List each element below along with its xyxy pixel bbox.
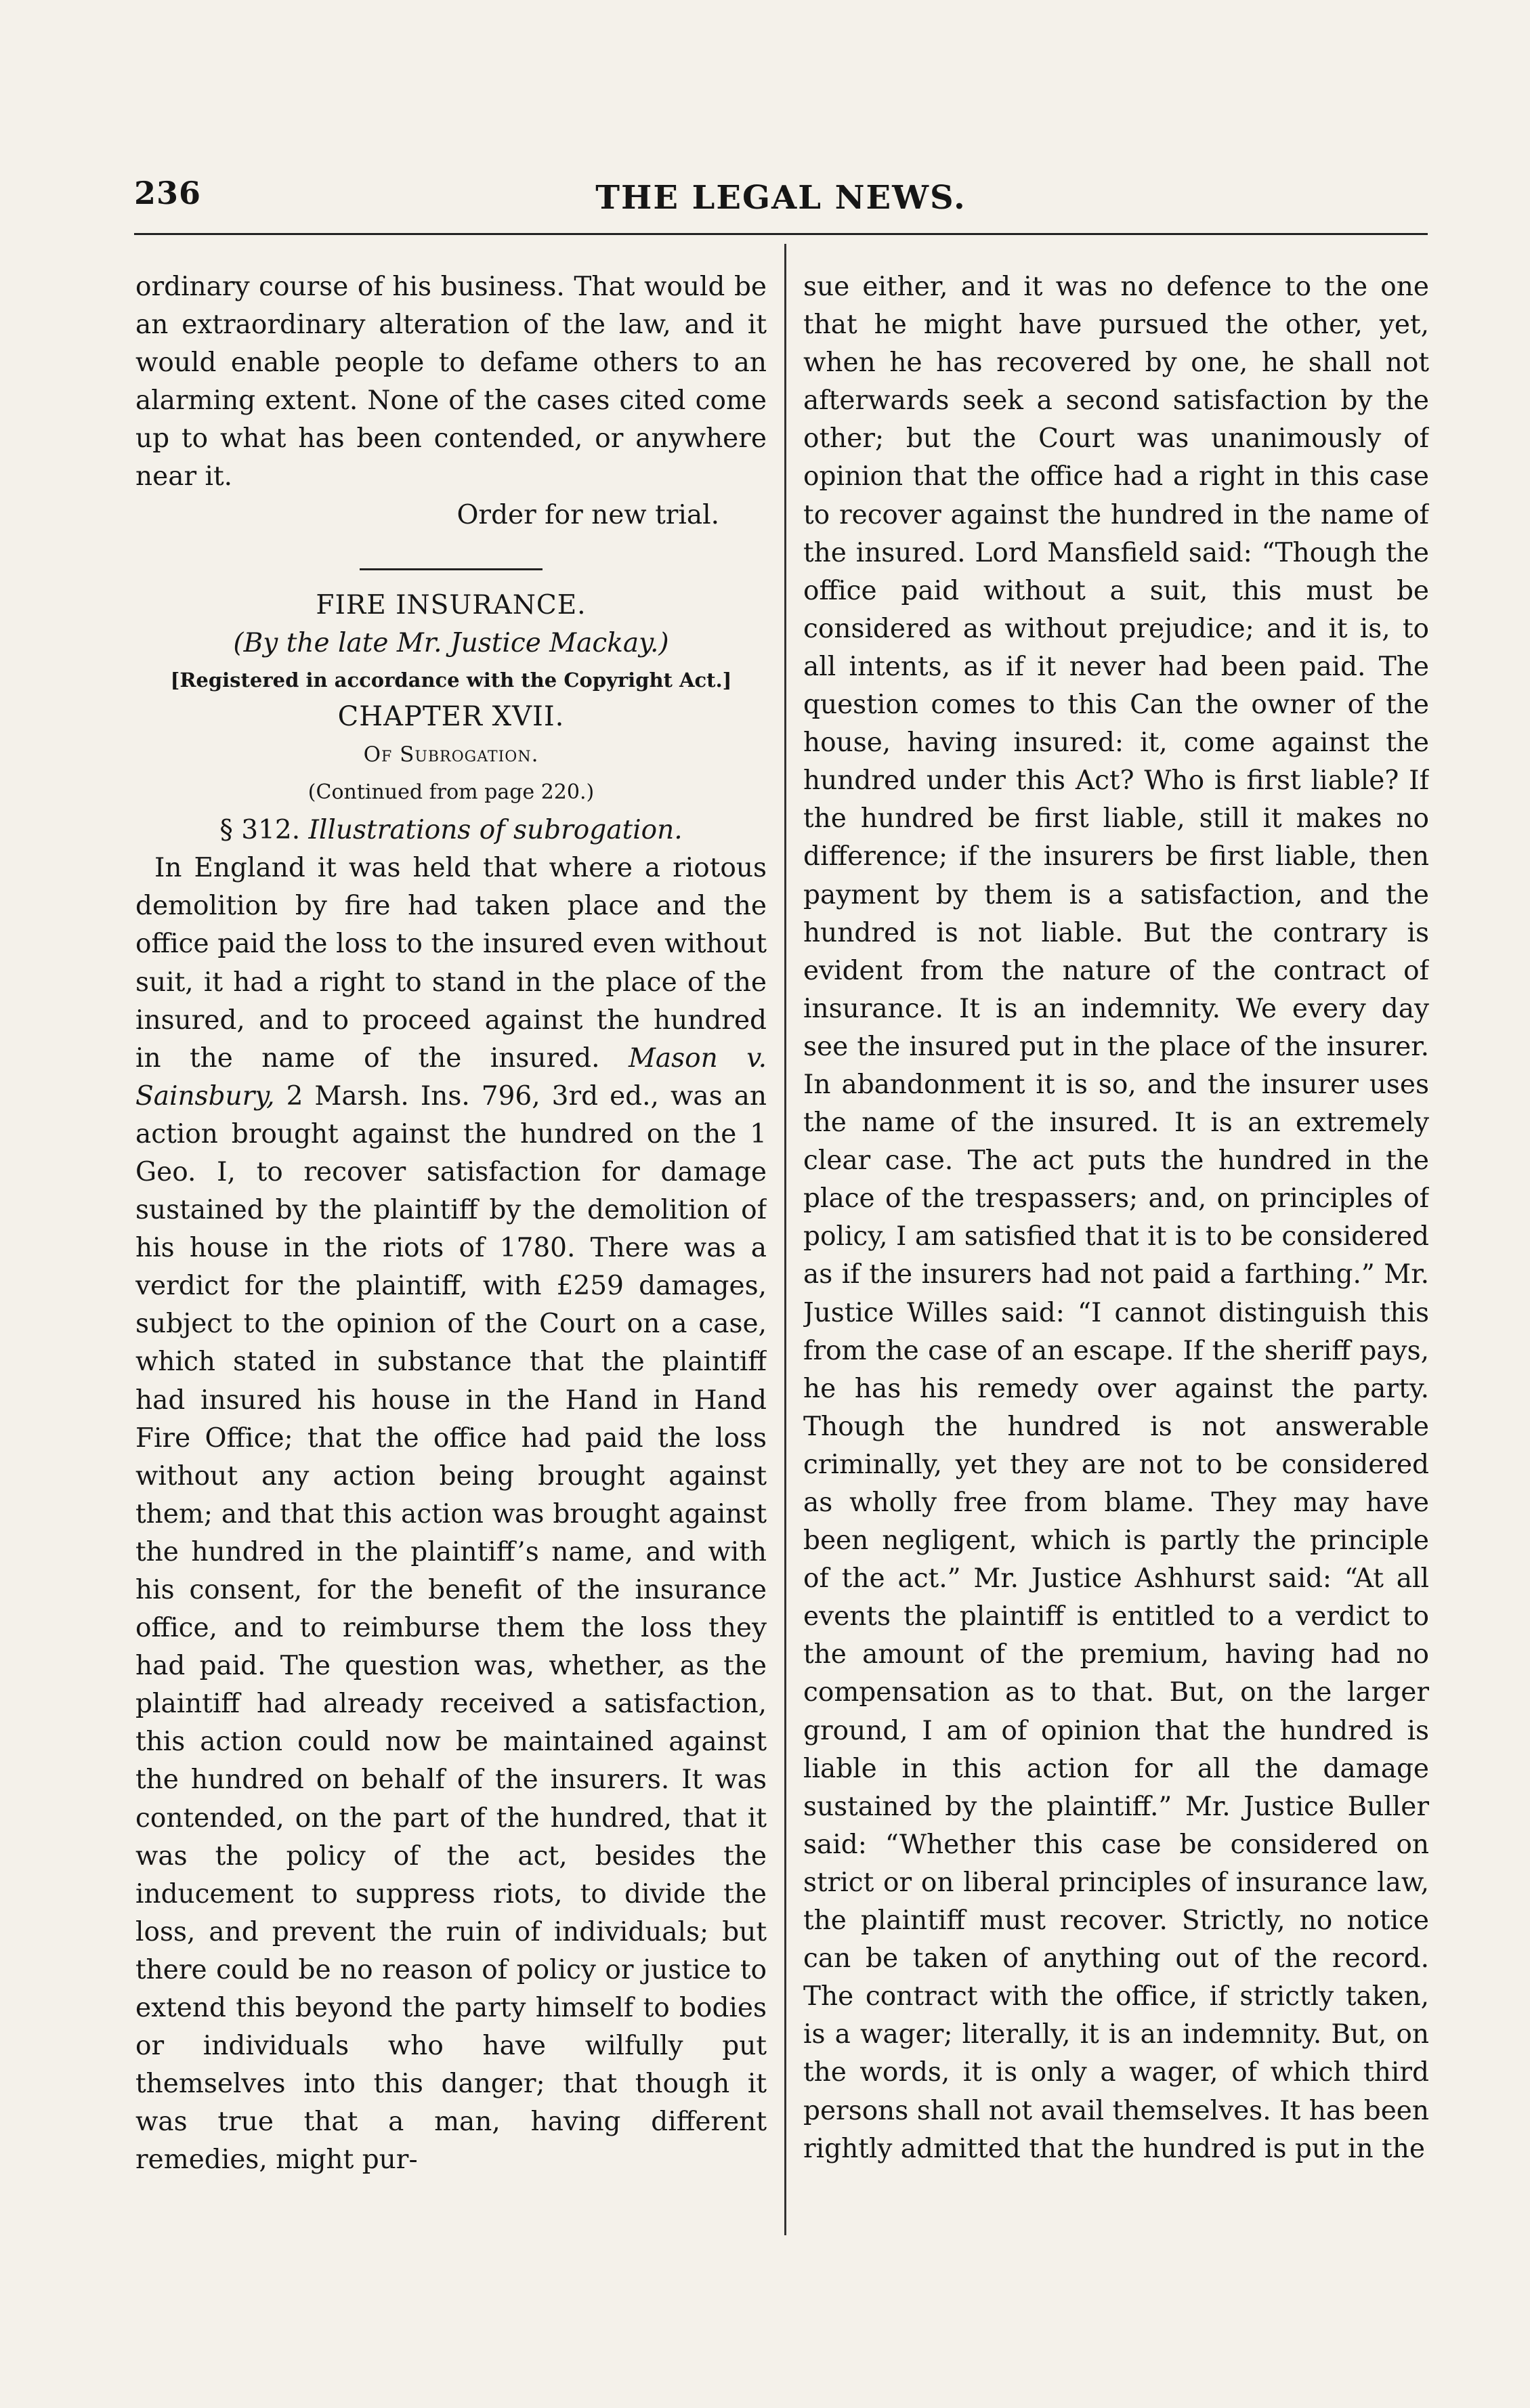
page-header — [134, 171, 1428, 225]
column-divider — [784, 244, 786, 2235]
copyright-notice: [Registered in accordance with the Copyright Act.] — [170, 668, 732, 692]
header-rule — [134, 233, 1428, 235]
right-column-text: sue either, and it was no defence to the one that he might have pursued the other, yet, when he has recovered by one, he shall not afterwards seek a second satisfaction by the other; but the Court was unanimously of opinion that the office had a right in this case to recover against the hundred in the name of the insured. Lord Mansfield said: “Though the office paid without a suit, this must be considered as without prejudice; and it is, to all intents, as if it never had been paid. The question comes to this Can the owner of the house, having insured: it, come against the hundred under this Act? Who is first liable? If the hundred be first liable, still it makes no difference; if the insurers be first liable, then payment by them is a satisfaction, and the hundred is not liable. But the contrary is evident from the nature of the contract of insurance. It is an indemnity. We every day see the insured put in the place of the insurer. In abandonment it is so, and the insurer uses the name of the insured. It is an extremely clear case. The act puts the hundred in the place of the trespassers; and, on principles of policy, I am satisfied that it is to be considered as if the insurers had not paid a farthing.” Mr. Justice Willes said: “I cannot distinguish this from the case of an escape. If the sheriff pays, he has his remedy over against the party. Though the hundred is not answerable criminally, yet they are not to be considered as wholly free from blame. They may have been negligent, which is partly the principle of the act.” Mr. Justice Ashhurst said: “At all events the plaintiff is entitled to a verdict to the amount of the premium, having had no compensation as to that. But, on the larger ground, I am of opinion that the hundred is liable in this action for all the damage sustained by the plaintiff.” Mr. Justice Buller said: “Whether this case be considered on strict or on liberal principles of insurance law, the plaintiff must recover. Strictly, no notice can be taken of anything out of the record. The contract with the office, if strictly taken, is a wager; literally, it is an indemnity. But, on the words, it is only a wager, of which third persons shall not avail themselves. It has been rightly admitted that the hundred is put in the — [803, 272, 1429, 2164]
page-number: 236 — [134, 175, 202, 211]
right-column — [803, 268, 1429, 2253]
left-column — [135, 268, 767, 2253]
section-heading — [135, 811, 767, 849]
continued-note: (Continued from page 220.) — [307, 780, 595, 805]
chapter-subtitle: Of Subrogation. — [363, 742, 539, 767]
body-paragraph — [135, 849, 767, 2179]
case-citation: Mason v. Sainsbury, — [135, 1042, 767, 1112]
continuation-paragraph: ordinary course of his business. That would be an extraordinary alteration of the law, and it would enable people to defame others to an alarming extent. None of the cases cited come up to what has been contended, or anywhere near it. — [135, 272, 767, 492]
order-line: Order for new trial. — [456, 499, 719, 530]
running-title: THE LEGAL NEWS. — [595, 179, 966, 217]
paragraph-text-continued: 2 Marsh. Ins. 796, 3rd ed., was an action brought against the hundred on the 1 Geo. I, to recover satisfaction for damage sustained by the plaintiff by the demolition of his house in the riots of 1780. There was a verdict for the plaintiff, with £259 damages, subject to the opinion of the Court on a case, which stated in substance that the plaintiff had insured his house in the Hand in Hand Fire Office; that the office had paid the loss without any action being brought against them; and that this action was brought against the hundred in the plaintiff’s name, and with his consent, for the benefit of the insurance office, and to reimburse them the loss they had paid. The question was, whether, as the plaintiff had already received a satisfaction, this action could now be maintained against the hundred on behalf of the insurers. It was contended, on the part of the hundred, that it was the policy of the act, besides the inducement to suppress riots, to divide the loss, and prevent the ruin of individuals; but there could be no reason of policy or justice to extend this beyond the party himself to bodies or individuals who have wilfully put themselves into this danger; that though it was true that a man, having different remedies, might pur- — [135, 1080, 767, 2176]
chapter-heading: CHAPTER XVII. — [337, 700, 565, 732]
section-rule — [360, 568, 543, 570]
section-title: Illustrations of subrogation. — [308, 815, 683, 846]
article-byline: (By the late Mr. Justice Mackay.) — [233, 627, 669, 658]
article-title: FIRE INSURANCE. — [316, 589, 587, 620]
section-number: § 312. — [219, 815, 301, 846]
paragraph-text: In England it was held that where a riotous demolition by fire had taken place and the office paid the loss to the insured even without suit, it had a right to stand in the place of the insured, and to proceed against the hundred in the name of the insured. — [135, 853, 767, 1074]
